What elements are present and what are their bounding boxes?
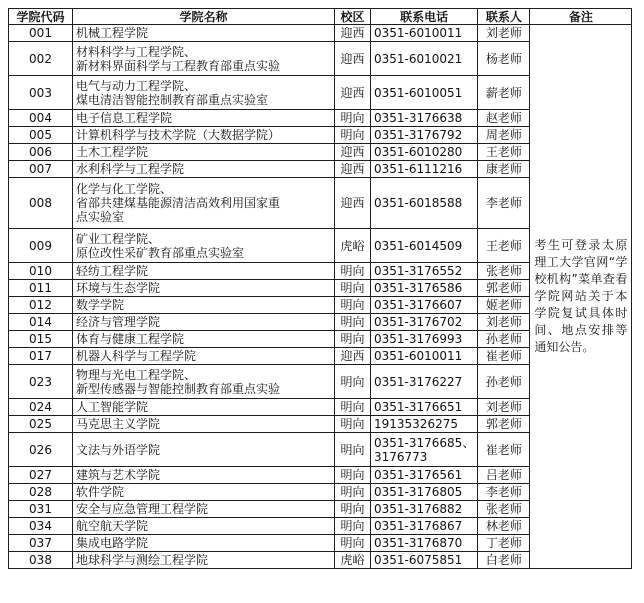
college-name-line: 文法与外语学院 xyxy=(76,442,161,457)
college-name-line: 软件学院 xyxy=(76,485,125,499)
phone-line: 0351-3176607 xyxy=(374,298,463,312)
contact-person: 薪老师 xyxy=(478,76,530,110)
college-name-line: 煤电清洁智能控制教育部重点实验室 xyxy=(76,92,269,107)
table-row xyxy=(9,25,632,42)
college-name-line: 轻纺工程学院 xyxy=(76,264,149,278)
contact-person: 丁老师 xyxy=(478,535,530,552)
contact-person: 周老师 xyxy=(478,127,530,144)
header-campus: 校区 xyxy=(335,9,371,25)
phone-line: 3176773 xyxy=(374,449,428,464)
contact-person: 孙老师 xyxy=(478,331,530,348)
campus: 明向 xyxy=(335,467,371,484)
campus: 明向 xyxy=(335,331,371,348)
phone-number xyxy=(371,297,478,314)
college-name-line: 体育与健康工程学院 xyxy=(76,332,185,346)
phone-number xyxy=(371,144,478,161)
college-code: 015 xyxy=(9,331,73,348)
phone-number xyxy=(371,535,478,552)
campus: 明向 xyxy=(335,110,371,127)
phone-number xyxy=(371,348,478,365)
phone-number xyxy=(371,42,478,76)
phone-number xyxy=(371,518,478,535)
college-name-line: 地球科学与测绘工程学院 xyxy=(76,553,209,567)
campus: 明向 xyxy=(335,263,371,280)
college-name xyxy=(73,161,335,178)
college-code: 026 xyxy=(9,433,73,467)
phone-number xyxy=(371,467,478,484)
contact-person: 林老师 xyxy=(478,518,530,535)
college-name-line: 集成电路学院 xyxy=(76,536,149,550)
college-name xyxy=(73,178,335,229)
contact-person: 赵老师 xyxy=(478,110,530,127)
college-name xyxy=(73,467,335,484)
contact-person: 姬老师 xyxy=(478,297,530,314)
campus: 迎西 xyxy=(335,42,371,76)
header-phone: 联系电话 xyxy=(371,9,478,25)
college-name xyxy=(73,484,335,501)
college-code: 009 xyxy=(9,229,73,263)
college-name xyxy=(73,552,335,569)
college-name xyxy=(73,348,335,365)
phone-number xyxy=(371,25,478,42)
phone-line: 0351-3176586 xyxy=(374,281,463,295)
phone-line: 0351-6010021 xyxy=(374,51,463,66)
phone-line: 0351-3176702 xyxy=(374,315,463,329)
college-name xyxy=(73,280,335,297)
phone-number xyxy=(371,178,478,229)
campus: 明向 xyxy=(335,501,371,518)
phone-number xyxy=(371,127,478,144)
college-code: 025 xyxy=(9,416,73,433)
campus: 明向 xyxy=(335,433,371,467)
college-code: 001 xyxy=(9,25,73,42)
college-name xyxy=(73,76,335,110)
phone-line: 0351-3176870 xyxy=(374,536,463,550)
phone-line: 0351-3176552 xyxy=(374,264,463,278)
phone-line: 0351-3176685、 xyxy=(374,435,475,450)
college-code: 014 xyxy=(9,314,73,331)
college-code: 010 xyxy=(9,263,73,280)
college-name xyxy=(73,25,335,42)
college-code: 034 xyxy=(9,518,73,535)
phone-line: 0351-3176792 xyxy=(374,128,463,142)
campus: 明向 xyxy=(335,314,371,331)
phone-number xyxy=(371,433,478,467)
phone-line: 0351-3176561 xyxy=(374,468,463,482)
phone-line: 0351-6010051 xyxy=(374,85,463,100)
college-code: 023 xyxy=(9,365,73,399)
phone-line: 0351-6111216 xyxy=(374,162,463,176)
college-code: 024 xyxy=(9,399,73,416)
college-name xyxy=(73,416,335,433)
campus: 明向 xyxy=(335,416,371,433)
college-code: 002 xyxy=(9,42,73,76)
contact-person: 张老师 xyxy=(478,501,530,518)
college-name-line: 材料科学与工程学院、 xyxy=(76,44,197,59)
college-name xyxy=(73,144,335,161)
contact-person: 刘老师 xyxy=(478,314,530,331)
contact-person: 郭老师 xyxy=(478,416,530,433)
contact-person: 孙老师 xyxy=(478,365,530,399)
phone-line: 0351-3176993 xyxy=(374,332,463,346)
college-code: 005 xyxy=(9,127,73,144)
college-name-line: 省部共建煤基能源清洁高效利用国家重 xyxy=(76,196,281,210)
college-name xyxy=(73,433,335,467)
header-contact: 联系人 xyxy=(478,9,530,25)
college-name xyxy=(73,399,335,416)
college-contact-table xyxy=(8,8,632,569)
phone-number xyxy=(371,314,478,331)
college-code: 017 xyxy=(9,348,73,365)
phone-number xyxy=(371,484,478,501)
college-name xyxy=(73,365,335,399)
college-name-line: 水利科学与工程学院 xyxy=(76,162,185,176)
phone-line: 0351-3176651 xyxy=(374,400,463,414)
college-name-line: 土木工程学院 xyxy=(76,145,149,159)
phone-line: 19135326275 xyxy=(374,417,458,431)
college-name xyxy=(73,110,335,127)
college-code: 003 xyxy=(9,76,73,110)
college-name-line: 新材料界面科学与工程教育部重点实验 xyxy=(76,58,281,73)
phone-line: 0351-3176867 xyxy=(374,519,463,533)
college-name-line: 经济与管理学院 xyxy=(76,315,161,329)
header-row xyxy=(9,9,632,25)
college-name xyxy=(73,297,335,314)
phone-number xyxy=(371,229,478,263)
contact-person: 崔老师 xyxy=(478,348,530,365)
remark-note: 考生可登录太原理工大学官网“学校机构”菜单查看学院网站关于本学院复试具体时间、地点安排等通知公告。 xyxy=(530,25,632,569)
phone-number xyxy=(371,263,478,280)
phone-number xyxy=(371,76,478,110)
college-code: 006 xyxy=(9,144,73,161)
college-name xyxy=(73,42,335,76)
contact-person: 张老师 xyxy=(478,263,530,280)
college-name xyxy=(73,331,335,348)
phone-line: 0351-6018588 xyxy=(374,196,463,210)
college-code: 027 xyxy=(9,467,73,484)
phone-line: 0351-3176227 xyxy=(374,374,463,389)
contact-person: 杨老师 xyxy=(478,42,530,76)
phone-number xyxy=(371,552,478,569)
college-name-line: 点实验室 xyxy=(76,210,125,224)
college-name xyxy=(73,314,335,331)
campus: 明向 xyxy=(335,365,371,399)
campus: 明向 xyxy=(335,127,371,144)
college-code: 011 xyxy=(9,280,73,297)
campus: 迎西 xyxy=(335,161,371,178)
phone-line: 0351-6010011 xyxy=(374,26,463,40)
phone-number xyxy=(371,110,478,127)
college-name-line: 电子信息工程学院 xyxy=(76,111,173,125)
campus: 明向 xyxy=(335,297,371,314)
college-name-line: 新型传感器与智能控制教育部重点实验 xyxy=(76,381,281,396)
phone-number xyxy=(371,331,478,348)
contact-person: 李老师 xyxy=(478,178,530,229)
phone-line: 0351-3176805 xyxy=(374,485,463,499)
campus: 明向 xyxy=(335,518,371,535)
college-name xyxy=(73,518,335,535)
college-name xyxy=(73,127,335,144)
college-code: 031 xyxy=(9,501,73,518)
table-body xyxy=(9,25,632,569)
phone-line: 0351-6010011 xyxy=(374,349,463,363)
campus: 迎西 xyxy=(335,76,371,110)
phone-line: 0351-6014509 xyxy=(374,238,463,253)
college-code: 004 xyxy=(9,110,73,127)
phone-line: 0351-6075851 xyxy=(374,553,463,567)
college-name-line: 化学与化工学院、 xyxy=(76,182,173,196)
campus: 明向 xyxy=(335,280,371,297)
college-name xyxy=(73,501,335,518)
college-name-line: 安全与应急管理工程学院 xyxy=(76,502,209,516)
phone-number xyxy=(371,280,478,297)
college-name-line: 原位改性采矿教育部重点实验室 xyxy=(76,245,245,260)
phone-line: 0351-3176638 xyxy=(374,111,463,125)
contact-person: 白老师 xyxy=(478,552,530,569)
contact-person: 郭老师 xyxy=(478,280,530,297)
phone-number xyxy=(371,365,478,399)
contact-person: 刘老师 xyxy=(478,25,530,42)
header-name: 学院名称 xyxy=(73,9,335,25)
campus: 明向 xyxy=(335,399,371,416)
college-name-line: 电气与动力工程学院、 xyxy=(76,78,197,93)
campus: 虎峪 xyxy=(335,552,371,569)
college-name-line: 矿业工程学院、 xyxy=(76,231,161,246)
phone-number xyxy=(371,501,478,518)
contact-person: 吕老师 xyxy=(478,467,530,484)
college-name-line: 人工智能学院 xyxy=(76,400,149,414)
contact-person: 刘老师 xyxy=(478,399,530,416)
campus: 明向 xyxy=(335,484,371,501)
college-name-line: 机械工程学院 xyxy=(76,26,149,40)
college-name-line: 马克思主义学院 xyxy=(76,417,161,431)
phone-line: 0351-3176882 xyxy=(374,502,463,516)
college-code: 007 xyxy=(9,161,73,178)
contact-person: 李老师 xyxy=(478,484,530,501)
header-remark: 备注 xyxy=(530,9,632,25)
college-code: 008 xyxy=(9,178,73,229)
contact-person: 康老师 xyxy=(478,161,530,178)
campus: 迎西 xyxy=(335,348,371,365)
college-name-line: 航空航天学院 xyxy=(76,519,149,533)
college-name-line: 环境与生态学院 xyxy=(76,281,161,295)
college-name-line: 物理与光电工程学院、 xyxy=(76,367,197,382)
table-header xyxy=(9,9,632,25)
campus: 迎西 xyxy=(335,178,371,229)
phone-line: 0351-6010280 xyxy=(374,145,463,159)
header-code: 学院代码 xyxy=(9,9,73,25)
campus: 迎西 xyxy=(335,144,371,161)
phone-number xyxy=(371,416,478,433)
campus: 迎西 xyxy=(335,25,371,42)
college-name-line: 建筑与艺术学院 xyxy=(76,468,161,482)
phone-number xyxy=(371,161,478,178)
college-code: 037 xyxy=(9,535,73,552)
college-name xyxy=(73,263,335,280)
college-name-line: 机器人科学与工程学院 xyxy=(76,349,197,363)
campus: 虎峪 xyxy=(335,229,371,263)
college-code: 028 xyxy=(9,484,73,501)
college-name-line: 计算机科学与技术学院（大数据学院） xyxy=(76,128,281,142)
college-name xyxy=(73,229,335,263)
college-name-line: 数学学院 xyxy=(76,298,125,312)
campus: 明向 xyxy=(335,535,371,552)
contact-person: 王老师 xyxy=(478,144,530,161)
college-name xyxy=(73,535,335,552)
phone-number xyxy=(371,399,478,416)
contact-person: 王老师 xyxy=(478,229,530,263)
contact-person: 崔老师 xyxy=(478,433,530,467)
college-code: 038 xyxy=(9,552,73,569)
college-code: 012 xyxy=(9,297,73,314)
